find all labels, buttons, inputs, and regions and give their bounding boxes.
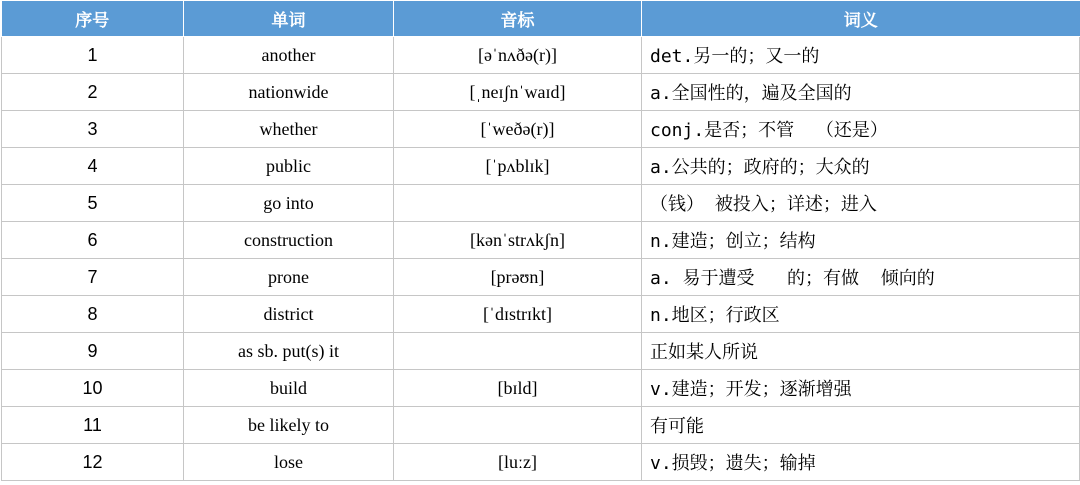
row-phonetic: [əˈnʌðə(r)] [394,37,642,74]
row-number: 2 [2,74,184,111]
row-number: 11 [2,407,184,444]
row-number: 8 [2,296,184,333]
row-word: build [184,370,394,407]
table-row [2,370,1080,407]
row-meaning: n.地区；行政区 [642,296,1080,333]
row-word: construction [184,222,394,259]
table-row [2,259,1080,296]
table-row [2,444,1080,481]
header-word: 单词 [184,1,394,37]
row-word: prone [184,259,394,296]
row-number: 7 [2,259,184,296]
row-number: 5 [2,185,184,222]
table-row [2,333,1080,370]
table-header [2,1,1080,37]
row-phonetic: [bɪld] [394,370,642,407]
row-word: nationwide [184,74,394,111]
table-row [2,148,1080,185]
row-meaning: 正如某人所说 [642,333,1080,370]
header-meaning: 词义 [642,1,1080,37]
row-meaning: a. 易于遭受 的；有做 倾向的 [642,259,1080,296]
row-phonetic: [prəʊn] [394,259,642,296]
row-meaning: n.建造；创立；结构 [642,222,1080,259]
row-number: 4 [2,148,184,185]
vocabulary-table [1,1,1080,481]
row-word: district [184,296,394,333]
table-row [2,74,1080,111]
table-row [2,407,1080,444]
row-phonetic: [luːz] [394,444,642,481]
row-meaning: 有可能 [642,407,1080,444]
row-number: 9 [2,333,184,370]
row-word: go into [184,185,394,222]
row-meaning: v.损毁；遗失；输掉 [642,444,1080,481]
row-word: as sb. put(s) it [184,333,394,370]
row-meaning: conj.是否；不管 （还是） [642,111,1080,148]
row-number: 1 [2,37,184,74]
table-row [2,37,1080,74]
row-phonetic: [ˈweðə(r)] [394,111,642,148]
row-phonetic: [ˈpʌblɪk] [394,148,642,185]
row-phonetic: [kənˈstrʌkʃn] [394,222,642,259]
row-number: 10 [2,370,184,407]
row-phonetic [394,333,642,370]
row-phonetic [394,407,642,444]
header-number: 序号 [2,1,184,37]
table-row [2,185,1080,222]
row-meaning: a.全国性的，遍及全国的 [642,74,1080,111]
row-number: 3 [2,111,184,148]
row-phonetic: [ˈdɪstrɪkt] [394,296,642,333]
table-row [2,296,1080,333]
table-row [2,222,1080,259]
row-number: 12 [2,444,184,481]
table-body [2,37,1080,481]
row-number: 6 [2,222,184,259]
row-meaning: v.建造；开发；逐渐增强 [642,370,1080,407]
row-meaning: det.另一的；又一的 [642,37,1080,74]
row-word: another [184,37,394,74]
row-phonetic: [ˌneɪʃnˈwaɪd] [394,74,642,111]
row-meaning: a.公共的；政府的；大众的 [642,148,1080,185]
row-phonetic [394,185,642,222]
row-meaning: （钱） 被投入；详述；进入 [642,185,1080,222]
header-row [2,1,1080,37]
row-word: whether [184,111,394,148]
row-word: be likely to [184,407,394,444]
row-word: public [184,148,394,185]
table-row [2,111,1080,148]
header-phonetic: 音标 [394,1,642,37]
row-word: lose [184,444,394,481]
